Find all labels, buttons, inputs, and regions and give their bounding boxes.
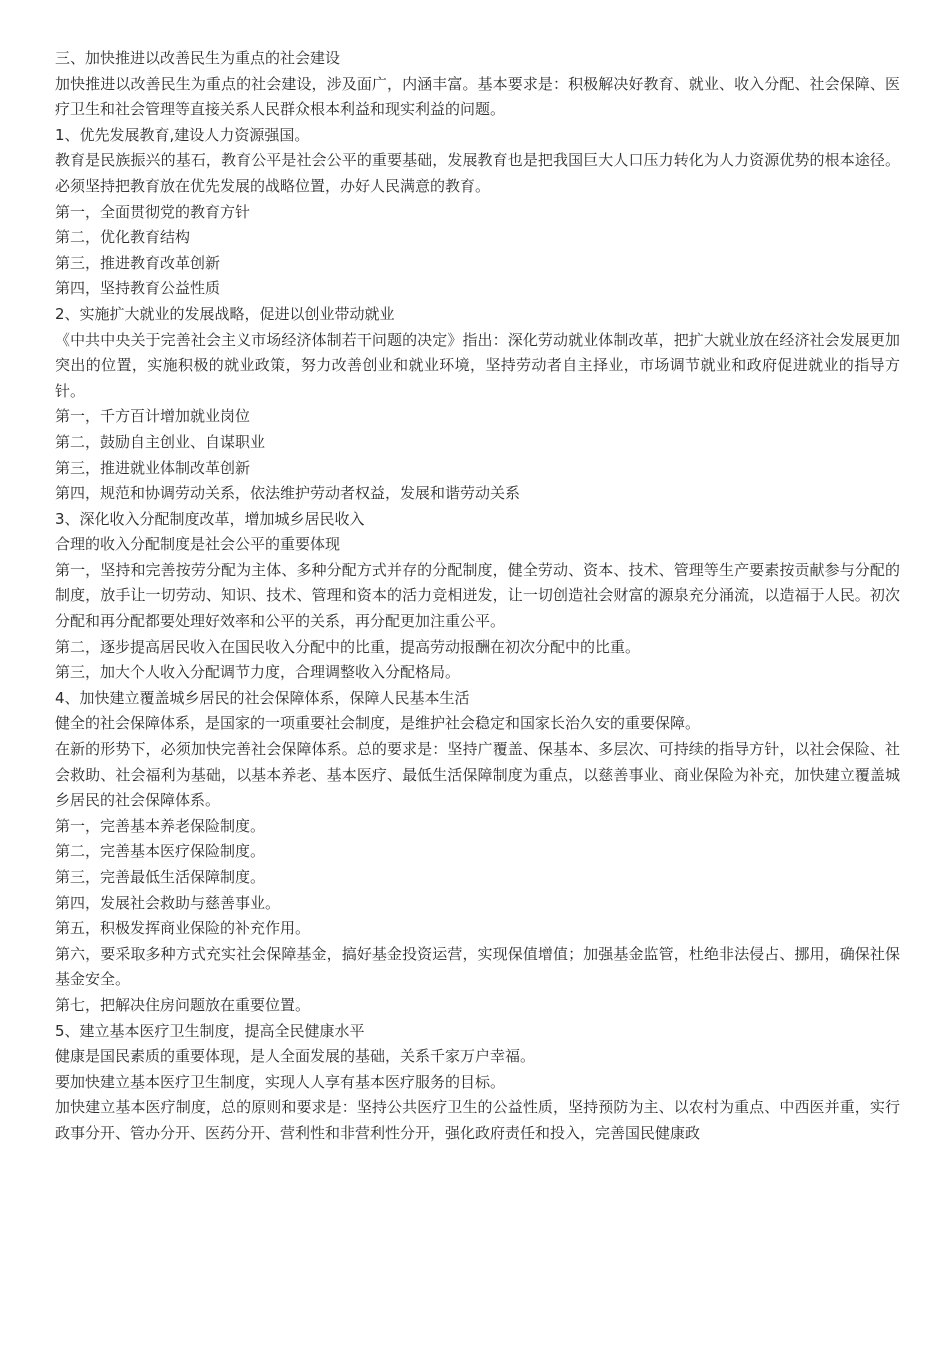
paragraph: 健全的社会保障体系，是国家的一项重要社会制度，是维护社会稳定和国家长治久安的重要保障。 bbox=[55, 714, 701, 733]
list-item: 第二，逐步提高居民收入在国民收入分配中的比重，提高劳动报酬在初次分配中的比重。 bbox=[55, 637, 641, 656]
subsection-heading: 5、建立基本医疗卫生制度，提高全民健康水平 bbox=[55, 1021, 365, 1040]
paragraph: 加快推进以改善民生为重点的社会建设，涉及面广，内涵丰富。基本要求是：积极解决好教育、就业、收入分配、社会保障、医疗卫生和社会管理等直接关系人民群众根本利益和现实利益的问题。 bbox=[55, 74, 900, 119]
document-body bbox=[55, 46, 900, 1147]
list-item: 第四，坚持教育公益性质 bbox=[55, 279, 221, 298]
paragraph: 加快建立基本医疗制度，总的原则和要求是：坚持公共医疗卫生的公益性质，坚持预防为主、以农村为重点、中西医并重，实行政事分开、管办分开、医药分开、营利性和非营利性分开，强化政府责任和投入，完善国民健康政 bbox=[55, 1098, 900, 1142]
list-item: 第三，完善最低生活保障制度。 bbox=[55, 868, 266, 886]
paragraph: 《中共中央关于完善社会主义市场经济体制若干问题的决定》指出：深化劳动就业体制改革，把扩大就业放在经济社会发展更加突出的位置，实施积极的就业政策，努力改善创业和就业环境，坚持劳动者自主择业，市场调节就业和政府促进就业的指导方针。 bbox=[55, 330, 900, 400]
subsection-heading: 4、加快建立覆盖城乡居民的社会保障体系，保障人民基本生活 bbox=[55, 688, 470, 707]
list-item: 第五，积极发挥商业保险的补充作用。 bbox=[55, 919, 311, 938]
list-item: 第六，要采取多种方式充实社会保障基金，搞好基金投资运营，实现保值增值；加强基金监管，杜绝非法侵占、挪用，确保社保基金安全。 bbox=[55, 944, 900, 989]
subsection-heading: 2、实施扩大就业的发展战略，促进以创业带动就业 bbox=[55, 304, 395, 323]
list-item: 第二，鼓励自主创业、自谋职业 bbox=[55, 432, 266, 451]
list-item: 第三，加大个人收入分配调节力度，合理调整收入分配格局。 bbox=[55, 663, 461, 682]
section-heading: 三、加快推进以改善民生为重点的社会建设 bbox=[55, 49, 341, 67]
paragraph: 合理的收入分配制度是社会公平的重要体现 bbox=[55, 535, 341, 554]
list-item: 第一，坚持和完善按劳分配为主体、多种分配方式并存的分配制度，健全劳动、资本、技术、管理等生产要素按贡献参与分配的制度，放手让一切劳动、知识、技术、管理和资本的活力竞相迸发，让一切创造社会财富的源泉充分涌流，以造福于人民。初次分配和再分配都要处理好效率和公平的关系，再分配更加注重公平。 bbox=[55, 560, 900, 631]
subsection-heading: 1、优先发展教育,建设人力资源强国。 bbox=[55, 125, 310, 144]
list-item: 第一，千方百计增加就业岗位 bbox=[55, 407, 251, 426]
list-item: 第四，规范和协调劳动关系，依法维护劳动者权益，发展和谐劳动关系 bbox=[55, 484, 521, 503]
list-item: 第三，推进教育改革创新 bbox=[55, 253, 221, 272]
list-item: 第三，推进就业体制改革创新 bbox=[55, 458, 251, 477]
list-item: 第四，发展社会救助与慈善事业。 bbox=[55, 893, 281, 912]
subsection-heading: 3、深化收入分配制度改革，增加城乡居民收入 bbox=[55, 509, 365, 528]
list-item: 第七，把解决住房问题放在重要位置。 bbox=[55, 995, 311, 1014]
paragraph: 教育是民族振兴的基石，教育公平是社会公平的重要基础，发展教育也是把我国巨大人口压力转化为人力资源优势的根本途径。必须坚持把教育放在优先发展的战略位置，办好人民满意的教育。 bbox=[55, 151, 900, 195]
list-item: 第一，全面贯彻党的教育方针 bbox=[55, 202, 251, 221]
list-item: 第一，完善基本养老保险制度。 bbox=[55, 816, 266, 835]
list-item: 第二，完善基本医疗保险制度。 bbox=[55, 842, 266, 861]
paragraph: 要加快建立基本医疗卫生制度，实现人人享有基本医疗服务的目标。 bbox=[55, 1072, 506, 1091]
list-item: 第二，优化教育结构 bbox=[55, 228, 191, 247]
paragraph: 健康是国民素质的重要体现，是人全面发展的基础，关系千家万户幸福。 bbox=[55, 1047, 536, 1066]
paragraph: 在新的形势下，必须加快完善社会保障体系。总的要求是：坚持广覆盖、保基本、多层次、可持续的指导方针，以社会保险、社会救助、社会福利为基础，以基本养老、基本医疗、最低生活保障制度为重点，以慈善事业、商业保险为补充，加快建立覆盖城乡居民的社会保障体系。 bbox=[55, 740, 900, 810]
